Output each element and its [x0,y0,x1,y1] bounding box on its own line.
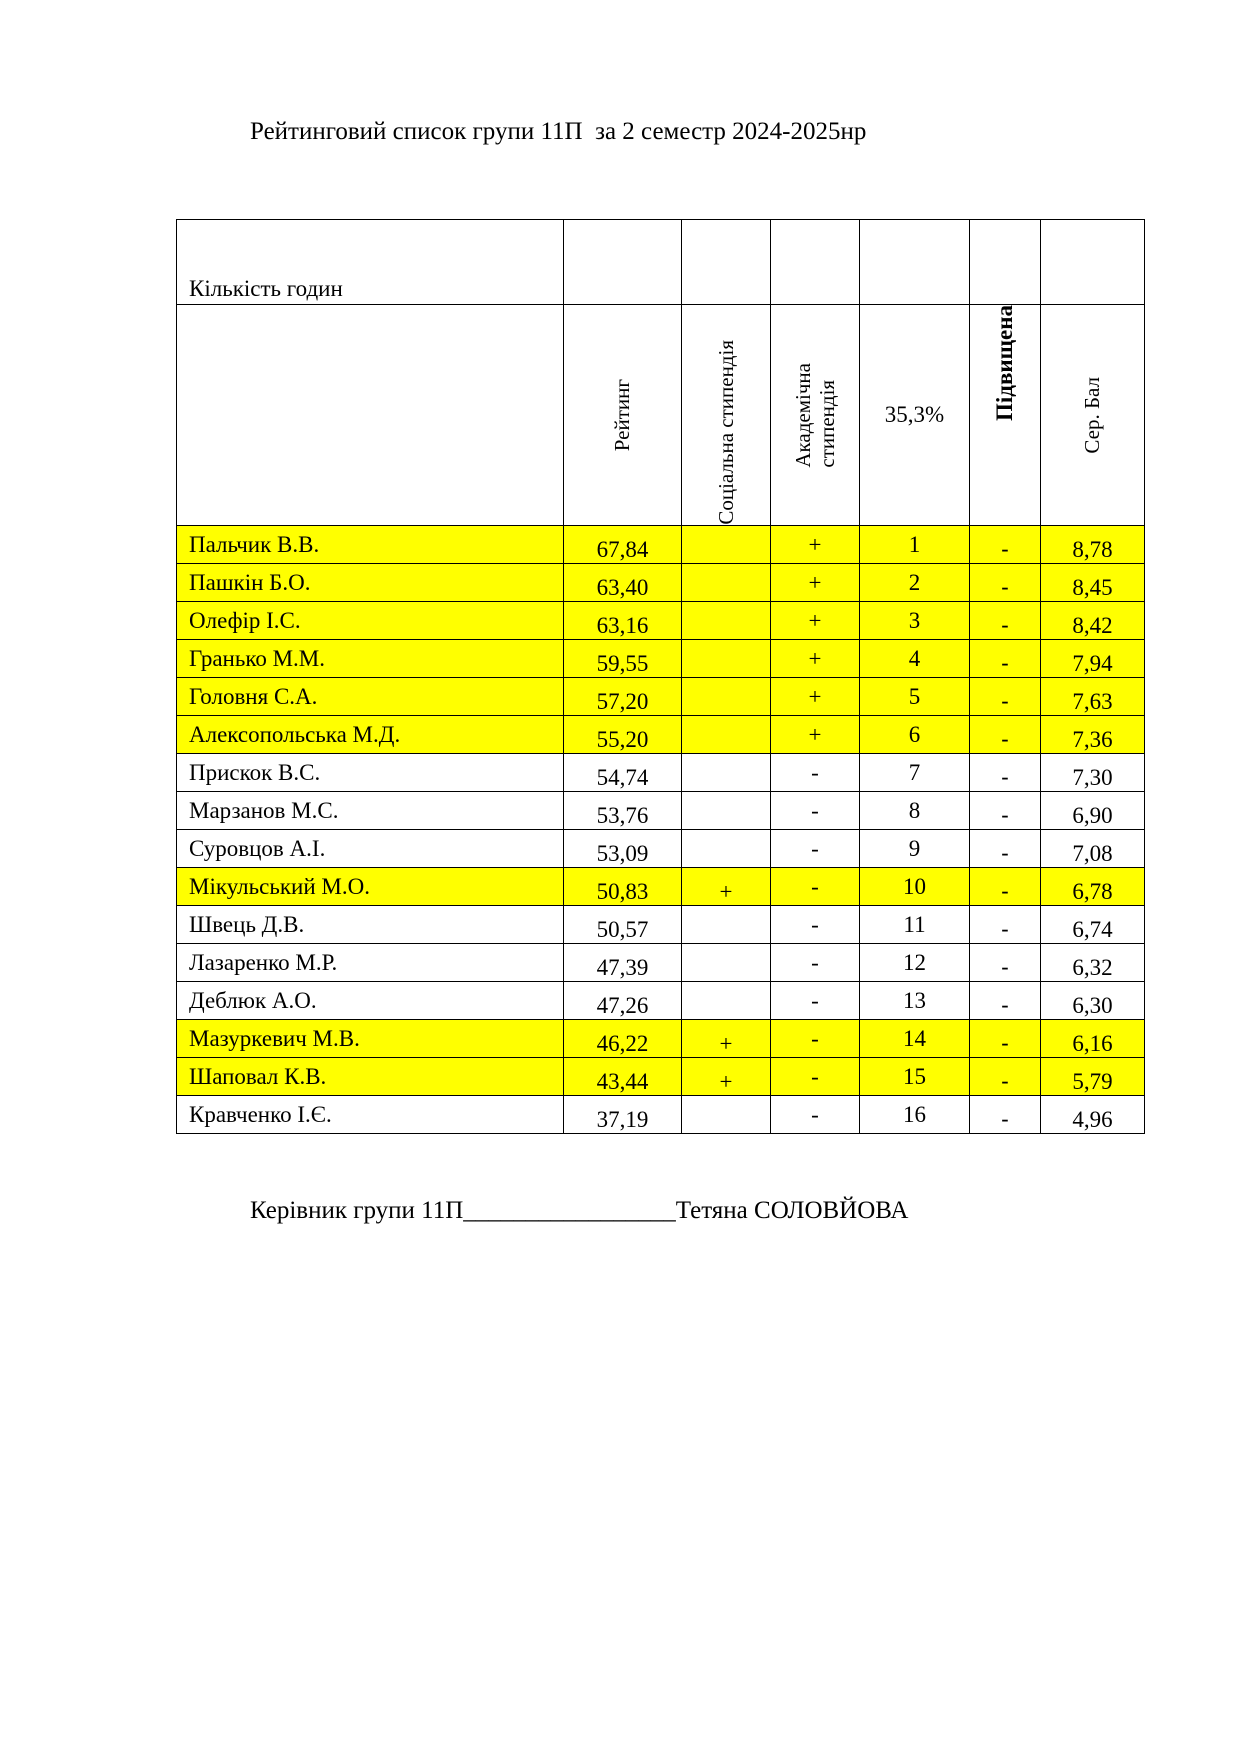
table-row [177,982,1145,1020]
header-social-label: Соціальна стипендія [713,340,738,525]
academic-scholarship-mark: - [771,982,860,1020]
table-row [177,564,1145,602]
average-score: 6,32 [1041,944,1145,982]
rank-number: 13 [860,982,970,1020]
header-rating [564,305,682,526]
social-scholarship-mark [682,1096,771,1134]
academic-scholarship-mark: - [771,1096,860,1134]
table-row [177,830,1145,868]
average-score: 8,42 [1041,602,1145,640]
table-row [177,602,1145,640]
header-row-columns [177,305,1145,526]
rating-value: 63,40 [564,564,682,602]
student-name: Алексопольська М.Д. [177,716,564,754]
increased-scholarship-mark: - [970,1096,1041,1134]
student-name: Гранько М.М. [177,640,564,678]
student-name: Кравченко І.Є. [177,1096,564,1134]
header-percent: 35,3% [860,305,970,526]
increased-scholarship-mark: - [970,1058,1041,1096]
header-average-label: Сер. Бал [1080,376,1105,454]
social-scholarship-mark: + [682,1020,771,1058]
academic-scholarship-mark: - [771,830,860,868]
rating-value: 67,84 [564,526,682,564]
rating-table [176,219,1145,1134]
academic-scholarship-mark: - [771,944,860,982]
rating-value: 47,39 [564,944,682,982]
rating-value: 37,19 [564,1096,682,1134]
average-score: 8,78 [1041,526,1145,564]
rank-number: 7 [860,754,970,792]
increased-scholarship-mark: - [970,526,1041,564]
hours-cell-average [1041,220,1145,305]
header-increased [970,305,1041,526]
header-academic-label [791,363,839,468]
rank-number: 8 [860,792,970,830]
academic-scholarship-mark: - [771,1058,860,1096]
increased-scholarship-mark: - [970,944,1041,982]
student-name: Пашкін Б.О. [177,564,564,602]
table-row [177,678,1145,716]
social-scholarship-mark [682,830,771,868]
academic-scholarship-mark: + [771,526,860,564]
increased-scholarship-mark: - [970,982,1041,1020]
rating-value: 63,16 [564,602,682,640]
increased-scholarship-mark: - [970,602,1041,640]
document-title: Рейтинговий список групи 11П за 2 семестр 2024-2025нр [250,118,867,145]
rating-value: 43,44 [564,1058,682,1096]
average-score: 5,79 [1041,1058,1145,1096]
rating-value: 57,20 [564,678,682,716]
increased-scholarship-mark: - [970,678,1041,716]
rating-value: 50,57 [564,906,682,944]
student-name: Лазаренко М.Р. [177,944,564,982]
student-name: Олефір І.С. [177,602,564,640]
student-name: Суровцов А.І. [177,830,564,868]
rank-number: 10 [860,868,970,906]
rank-number: 3 [860,602,970,640]
academic-scholarship-mark: - [771,792,860,830]
rating-value: 55,20 [564,716,682,754]
header-increased-label: Підвищена [991,305,1017,421]
hours-cell-social [682,220,771,305]
header-average [1041,305,1145,526]
average-score: 7,08 [1041,830,1145,868]
average-score: 4,96 [1041,1096,1145,1134]
table-row [177,640,1145,678]
hours-cell-rating [564,220,682,305]
student-name: Прискок В.С. [177,754,564,792]
increased-scholarship-mark: - [970,564,1041,602]
hours-cell-increased [970,220,1041,305]
rating-value: 53,09 [564,830,682,868]
average-score: 6,30 [1041,982,1145,1020]
social-scholarship-mark [682,564,771,602]
academic-scholarship-mark: + [771,716,860,754]
rating-value: 50,83 [564,868,682,906]
average-score: 6,74 [1041,906,1145,944]
rank-number: 11 [860,906,970,944]
table-row [177,792,1145,830]
table-row [177,1058,1145,1096]
increased-scholarship-mark: - [970,906,1041,944]
rating-value: 53,76 [564,792,682,830]
table-row [177,1096,1145,1134]
average-score: 6,16 [1041,1020,1145,1058]
header-row-hours [177,220,1145,305]
academic-scholarship-mark: + [771,602,860,640]
table-row [177,754,1145,792]
social-scholarship-mark [682,906,771,944]
student-name: Мікульський М.О. [177,868,564,906]
header-academic-line1: Академічна [790,362,815,468]
rank-number: 16 [860,1096,970,1134]
social-scholarship-mark [682,754,771,792]
rating-value: 46,22 [564,1020,682,1058]
academic-scholarship-mark: - [771,906,860,944]
hours-cell-academic [771,220,860,305]
table-row [177,906,1145,944]
social-scholarship-mark [682,944,771,982]
academic-scholarship-mark: - [771,868,860,906]
increased-scholarship-mark: - [970,792,1041,830]
increased-scholarship-mark: - [970,1020,1041,1058]
average-score: 8,45 [1041,564,1145,602]
social-scholarship-mark [682,678,771,716]
rank-number: 1 [860,526,970,564]
rank-number: 5 [860,678,970,716]
increased-scholarship-mark: - [970,716,1041,754]
academic-scholarship-mark: + [771,640,860,678]
average-score: 7,63 [1041,678,1145,716]
average-score: 7,30 [1041,754,1145,792]
table-row [177,716,1145,754]
student-name: Деблюк А.О. [177,982,564,1020]
rank-number: 12 [860,944,970,982]
table-row [177,868,1145,906]
rank-number: 9 [860,830,970,868]
student-name: Шаповал К.В. [177,1058,564,1096]
rating-value: 59,55 [564,640,682,678]
average-score: 7,36 [1041,716,1145,754]
academic-scholarship-mark: - [771,1020,860,1058]
increased-scholarship-mark: - [970,754,1041,792]
header-academic [771,305,860,526]
student-name: Мазуркевич М.В. [177,1020,564,1058]
increased-scholarship-mark: - [970,640,1041,678]
academic-scholarship-mark: - [771,754,860,792]
student-name: Швець Д.В. [177,906,564,944]
table-row [177,1020,1145,1058]
hours-label: Кількість годин [177,220,564,305]
social-scholarship-mark: + [682,868,771,906]
social-scholarship-mark [682,640,771,678]
table-row [177,944,1145,982]
rank-number: 2 [860,564,970,602]
table-row [177,526,1145,564]
academic-scholarship-mark: + [771,564,860,602]
header-name-cell [177,305,564,526]
average-score: 6,78 [1041,868,1145,906]
header-academic-line2: стипендія [815,379,839,468]
rating-value: 54,74 [564,754,682,792]
header-social [682,305,771,526]
student-name: Пальчик В.В. [177,526,564,564]
average-score: 7,94 [1041,640,1145,678]
student-name: Марзанов М.С. [177,792,564,830]
hours-cell-percent [860,220,970,305]
rating-value: 47,26 [564,982,682,1020]
rank-number: 15 [860,1058,970,1096]
average-score: 6,90 [1041,792,1145,830]
social-scholarship-mark [682,982,771,1020]
increased-scholarship-mark: - [970,830,1041,868]
student-name: Головня С.А. [177,678,564,716]
social-scholarship-mark: + [682,1058,771,1096]
social-scholarship-mark [682,526,771,564]
social-scholarship-mark [682,602,771,640]
rank-number: 4 [860,640,970,678]
rank-number: 14 [860,1020,970,1058]
social-scholarship-mark [682,792,771,830]
header-rating-label: Рейтинг [610,378,635,452]
increased-scholarship-mark: - [970,868,1041,906]
social-scholarship-mark [682,716,771,754]
signature-line: Керівник групи 11П_________________Тетяна СОЛОВЙОВА [250,1197,909,1224]
rank-number: 6 [860,716,970,754]
academic-scholarship-mark: + [771,678,860,716]
